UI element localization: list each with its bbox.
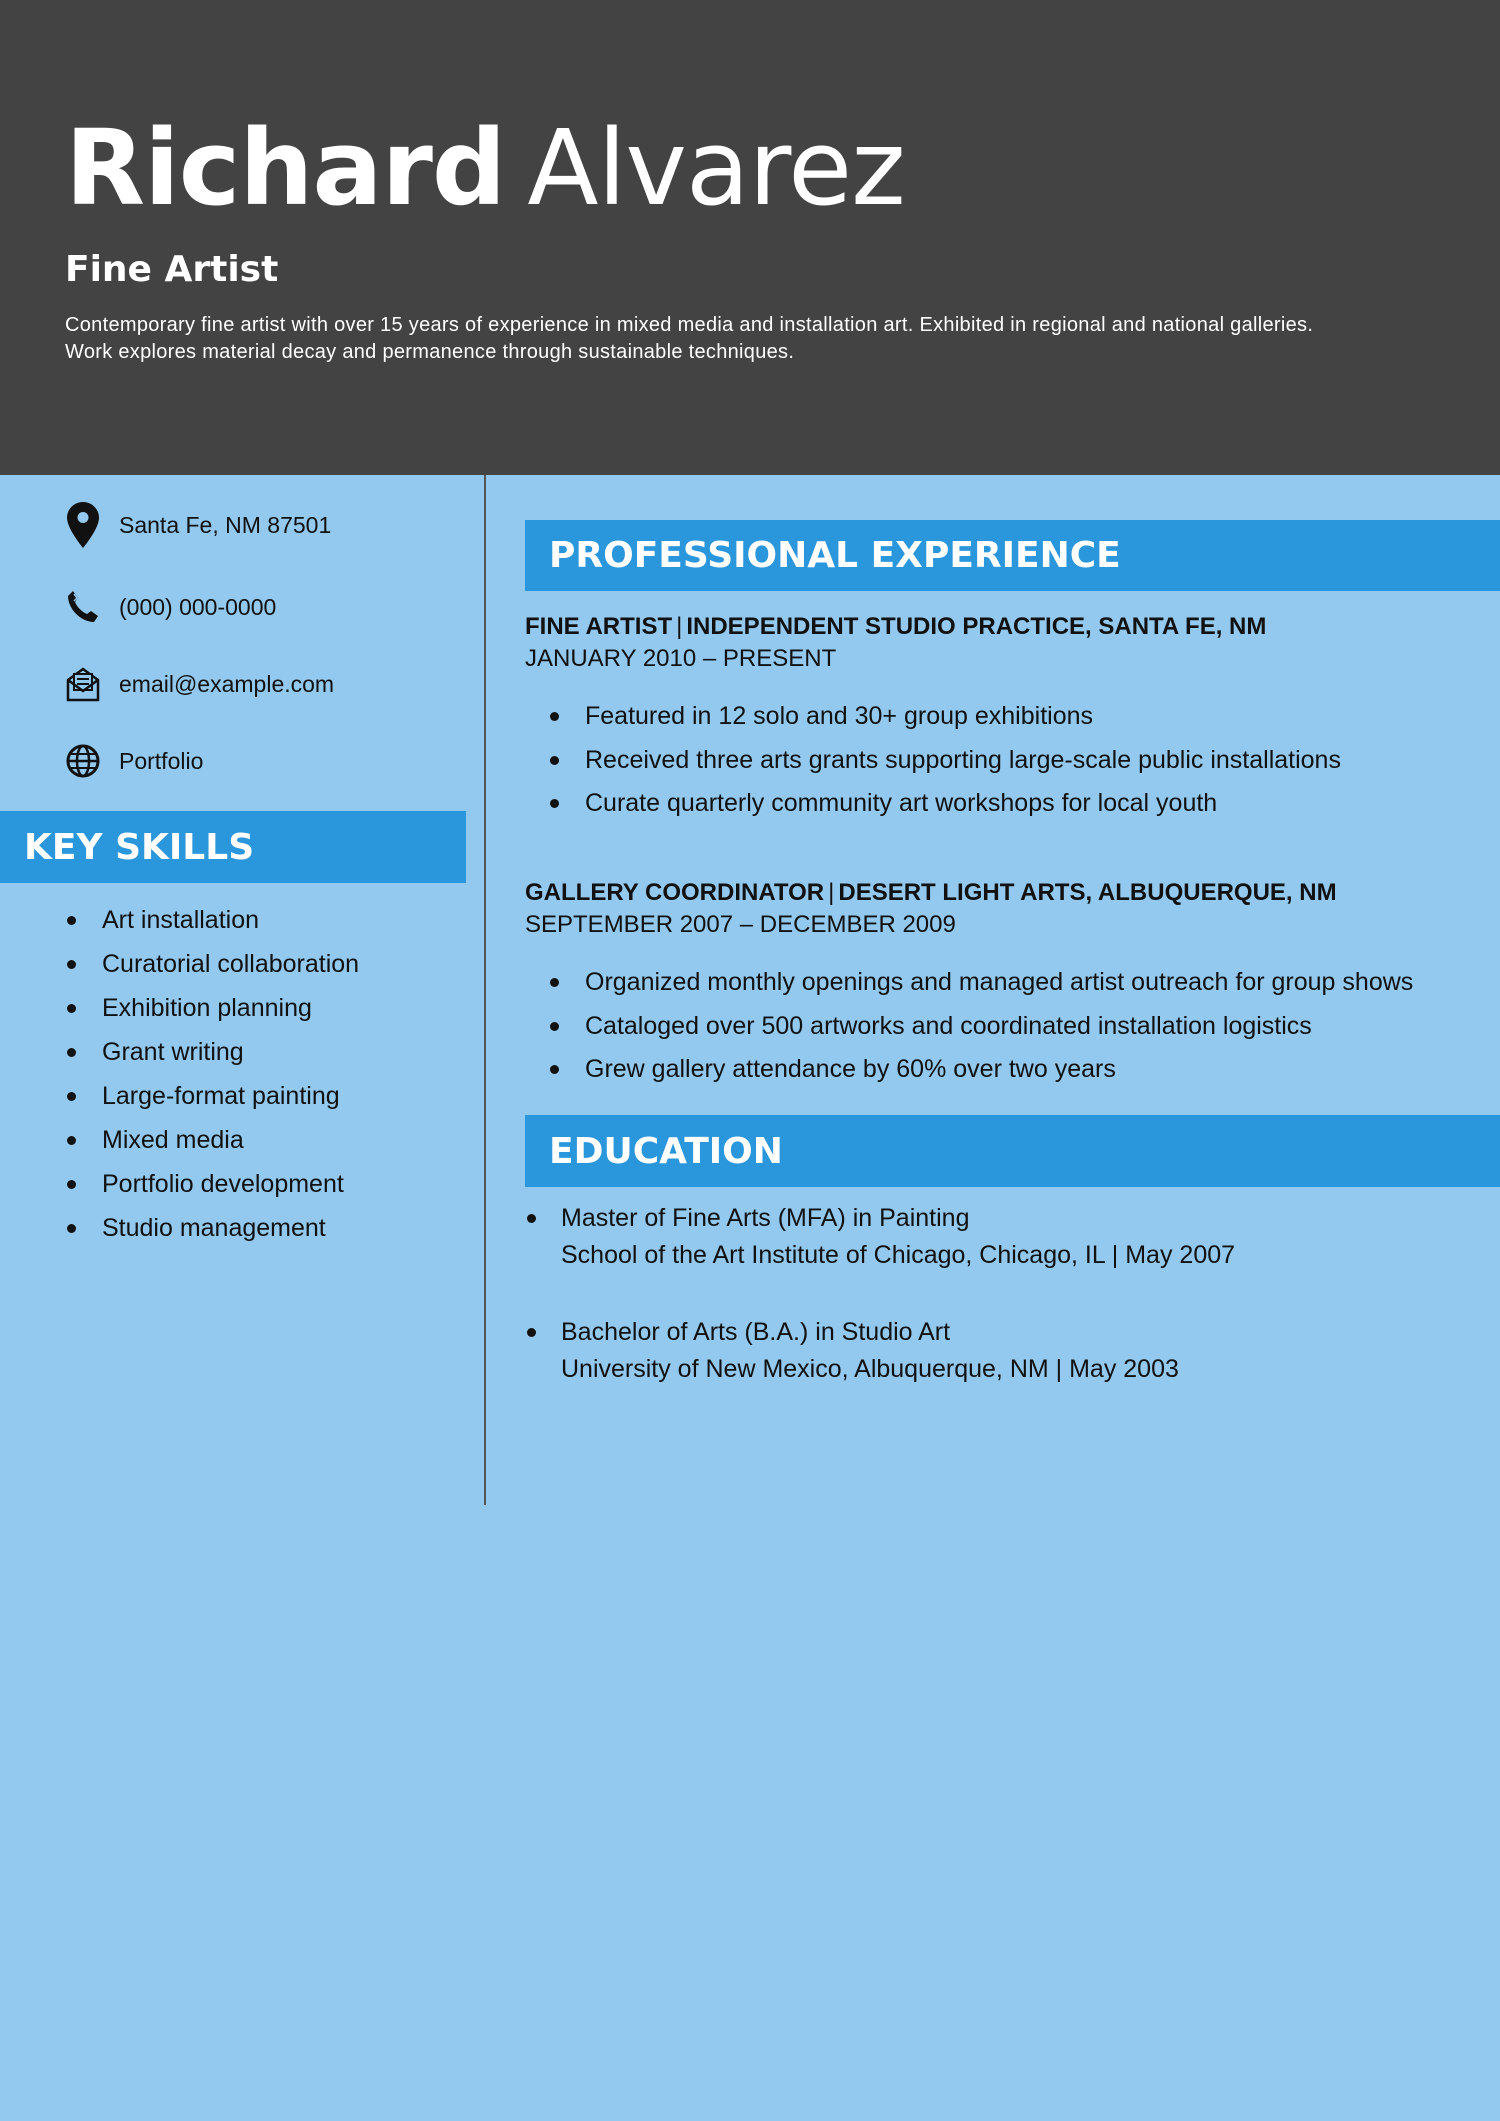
job-employer: INDEPENDENT STUDIO PRACTICE, SANTA FE, NM	[686, 613, 1267, 640]
skill-item: Studio management	[65, 1206, 465, 1250]
education-entry	[525, 1200, 1495, 1274]
skill-item: Grant writing	[65, 1030, 465, 1074]
summary-line: Work explores material decay and permanence through sustainable techniques.	[65, 341, 795, 363]
degree: Master of Fine Arts (MFA) in Painting	[525, 1200, 1495, 1237]
school-line: University of New Mexico, Albuquerque, NM | May 2003	[561, 1355, 1179, 1383]
degree: Bachelor of Arts (B.A.) in Studio Art	[525, 1314, 1495, 1351]
role-separator: |	[828, 879, 835, 906]
school-line: School of the Art Institute of Chicago, Chicago, IL | May 2007	[561, 1241, 1236, 1269]
first-name: Richard	[65, 107, 506, 229]
last-name: Alvarez	[527, 107, 905, 229]
education-entry	[525, 1314, 1495, 1388]
job-bullet: Featured in 12 solo and 30+ group exhibitions	[525, 695, 1495, 739]
candidate-name	[65, 108, 905, 228]
job-employer: DESERT LIGHT ARTS, ALBUQUERQUE, NM	[838, 879, 1337, 906]
contact-phone	[65, 582, 465, 632]
experience-heading: PROFESSIONAL EXPERIENCE	[525, 520, 1500, 591]
education-heading: EDUCATION	[525, 1115, 1500, 1187]
globe-icon	[65, 739, 101, 783]
job-bullet: Grew gallery attendance by 60% over two years	[525, 1048, 1495, 1092]
column-divider	[484, 475, 486, 1505]
location-text: Santa Fe, NM 87501	[119, 511, 332, 538]
skill-item: Large-format painting	[65, 1074, 465, 1118]
school-name: School of the Art Institute of Chicago, Chicago, IL	[561, 1241, 1105, 1269]
job-entry	[525, 877, 1495, 1092]
skill-item: Art installation	[65, 898, 465, 942]
job-bullet: Cataloged over 500 artworks and coordinated installation logistics	[525, 1005, 1495, 1049]
email-text[interactable]: email@example.com	[119, 670, 335, 697]
job-bullets	[525, 695, 1495, 826]
resume-header	[0, 0, 1500, 475]
job-bullets	[525, 961, 1495, 1092]
graduation-date: May 2003	[1069, 1355, 1179, 1383]
contact-location	[65, 500, 465, 550]
job-bullet: Received three arts grants supporting large-scale public installations	[525, 739, 1495, 783]
profile-summary	[65, 312, 1465, 366]
envelope-icon	[65, 662, 101, 706]
job-title: GALLERY COORDINATOR	[525, 879, 825, 906]
skill-item: Curatorial collaboration	[65, 942, 465, 986]
phone-icon	[65, 585, 101, 629]
job-dates: JANUARY 2010 – PRESENT	[525, 645, 837, 672]
job-bullet: Organized monthly openings and managed artist outreach for group shows	[525, 961, 1495, 1005]
job-role	[525, 611, 1495, 643]
job-title: Fine Artist	[65, 249, 279, 290]
skills-list	[65, 898, 465, 1250]
phone-text[interactable]: (000) 000-0000	[119, 593, 277, 620]
skill-item: Exhibition planning	[65, 986, 465, 1030]
skill-item: Portfolio development	[65, 1162, 465, 1206]
job-bullet: Curate quarterly community art workshops for local youth	[525, 782, 1495, 826]
location-pin-icon	[65, 503, 101, 547]
portfolio-link[interactable]: Portfolio	[119, 747, 204, 774]
summary-line: Contemporary fine artist with over 15 years of experience in mixed media and installation art. Exhibited in regional and national galleries.	[65, 314, 1314, 336]
contact-portfolio	[65, 736, 465, 786]
job-entry	[525, 611, 1495, 826]
job-role	[525, 877, 1495, 909]
school-name: University of New Mexico, Albuquerque, NM	[561, 1355, 1049, 1383]
key-skills-heading: KEY SKILLS	[0, 811, 466, 883]
graduation-date: May 2007	[1125, 1241, 1236, 1269]
skill-item: Mixed media	[65, 1118, 465, 1162]
job-title: FINE ARTIST	[525, 613, 673, 640]
role-separator: |	[676, 613, 683, 640]
job-dates: SEPTEMBER 2007 – DECEMBER 2009	[525, 911, 956, 938]
contact-email	[65, 659, 465, 709]
